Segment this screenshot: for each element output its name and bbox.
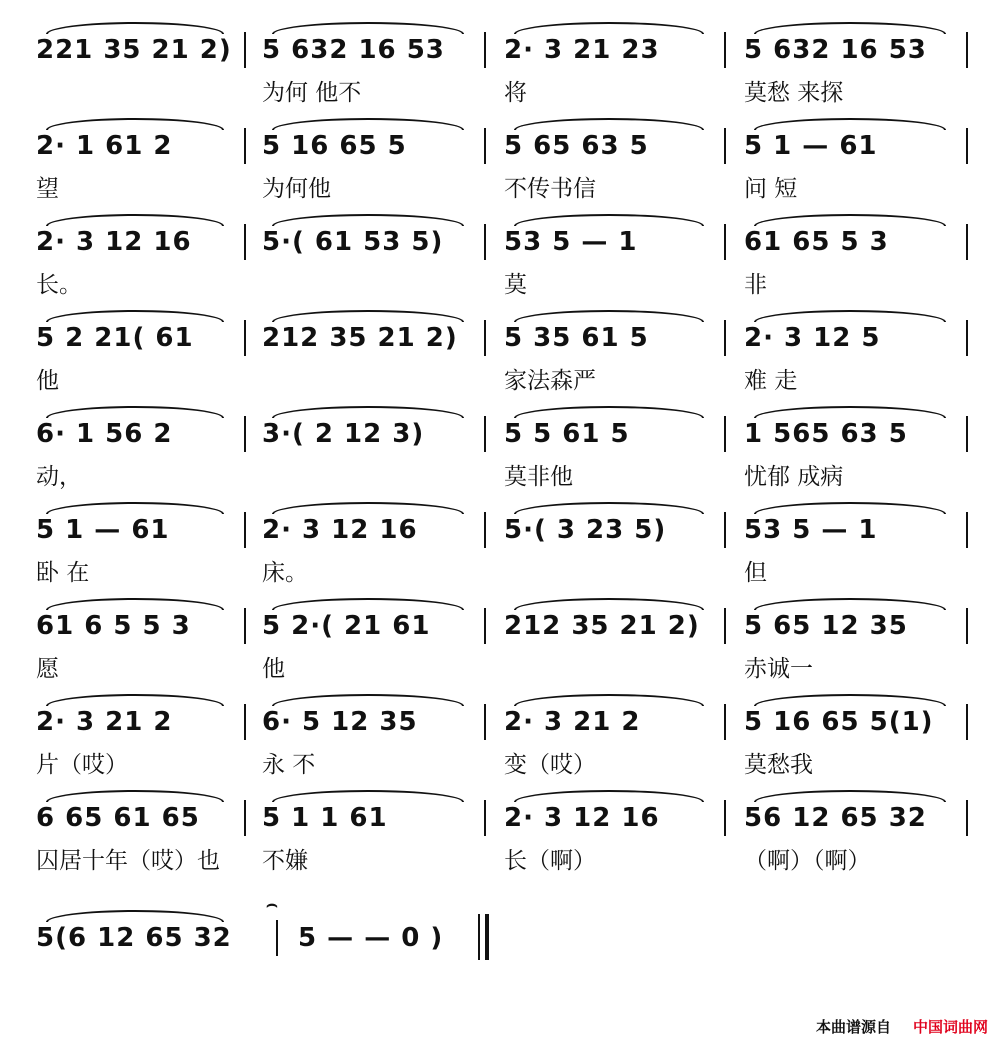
barline <box>484 416 486 452</box>
lyric-text: 赤诚一 <box>744 656 813 682</box>
barline <box>484 32 486 68</box>
measure-notation: 5 1 1 61 <box>262 803 388 833</box>
lyric-text: 难 走 <box>744 368 798 394</box>
barline <box>966 704 968 740</box>
barline <box>244 128 246 164</box>
slur-mark <box>514 598 704 610</box>
measure-notation: 5 1 — 61 <box>36 515 170 545</box>
barline <box>966 224 968 260</box>
slur-mark <box>46 694 224 706</box>
lyric-text: 莫愁我 <box>744 752 813 778</box>
barline <box>484 128 486 164</box>
lyric-text: 长。 <box>36 272 82 298</box>
measure-notation: 2· 3 12 16 <box>504 803 660 833</box>
lyric-text: 忧郁 成病 <box>744 464 844 490</box>
slur-mark <box>46 22 224 34</box>
measure-notation: 5·( 61 53 5) <box>262 227 444 257</box>
measure-notation: 5 — — 0 ) <box>298 923 444 953</box>
slur-mark <box>754 214 946 226</box>
barline <box>484 224 486 260</box>
measure-notation: 5 5 61 5 <box>504 419 630 449</box>
lyric-text: 不传书信 <box>504 176 596 202</box>
barline <box>966 32 968 68</box>
barline <box>244 224 246 260</box>
source-attribution <box>816 1016 988 1037</box>
barline <box>484 704 486 740</box>
measure-notation: 6· 1 56 2 <box>36 419 173 449</box>
lyric-text: 囚居十年（哎）也 <box>36 848 220 874</box>
notation-row <box>0 606 1000 646</box>
notation-row <box>0 318 1000 358</box>
barline <box>724 224 726 260</box>
barline <box>724 32 726 68</box>
lyrics-row <box>0 966 1000 996</box>
lyric-text: 莫愁 来探 <box>744 80 844 106</box>
slur-mark <box>754 502 946 514</box>
slur-mark <box>754 118 946 130</box>
slur-mark <box>754 790 946 802</box>
measure-notation: 5 65 12 35 <box>744 611 908 641</box>
slur-mark <box>46 790 224 802</box>
slur-mark <box>46 214 224 226</box>
measure-notation: 5·( 3 23 5) <box>504 515 667 545</box>
slur-mark <box>272 118 464 130</box>
slur-mark <box>514 118 704 130</box>
barline <box>484 608 486 644</box>
slur-mark <box>754 694 946 706</box>
slur-mark <box>46 502 224 514</box>
measure-notation: 56 12 65 32 <box>744 803 927 833</box>
lyric-text: 他 <box>36 368 59 394</box>
lyric-text: 家法森严 <box>504 368 596 394</box>
site-label: 中国词曲网 <box>912 1018 988 1036</box>
lyric-text: 片（哎） <box>36 752 128 778</box>
barline <box>244 704 246 740</box>
lyric-text: （啊）（啊） <box>744 848 871 874</box>
slur-mark <box>272 214 464 226</box>
slur-mark <box>514 22 704 34</box>
lyric-text: 望 <box>36 176 59 202</box>
measure-notation: 53 5 — 1 <box>744 515 878 545</box>
lyric-text: 愿 <box>36 656 59 682</box>
notation-row <box>0 30 1000 70</box>
barline <box>244 32 246 68</box>
barline <box>244 608 246 644</box>
lyrics-row <box>0 78 1000 108</box>
barline <box>724 320 726 356</box>
lyrics-row <box>0 654 1000 684</box>
slur-mark <box>272 406 464 418</box>
barline <box>966 320 968 356</box>
measure-notation: 2· 3 21 2 <box>36 707 173 737</box>
measure-notation: 5(6 12 65 32 <box>36 923 232 953</box>
barline <box>276 920 278 956</box>
measure-notation: 5 2·( 21 61 <box>262 611 431 641</box>
slur-mark <box>272 598 464 610</box>
barline <box>724 704 726 740</box>
notation-row <box>0 510 1000 550</box>
measure-notation: 61 65 5 3 <box>744 227 889 257</box>
source-label: 本曲谱源自 <box>815 1018 891 1036</box>
lyric-text: 莫 <box>504 272 527 298</box>
barline <box>244 512 246 548</box>
notation-row <box>0 894 1000 958</box>
notation-row <box>0 414 1000 454</box>
slur-mark <box>514 310 704 322</box>
lyric-text: 莫非他 <box>504 464 573 490</box>
measure-notation: 221 35 21 2) <box>36 35 232 65</box>
barline <box>484 800 486 836</box>
lyric-text: 不嫌 <box>262 848 308 874</box>
measure-notation: 5 1 — 61 <box>744 131 878 161</box>
barline <box>966 512 968 548</box>
lyrics-row <box>0 846 1000 876</box>
slur-mark <box>46 598 224 610</box>
barline <box>724 512 726 548</box>
final-barline-thin <box>478 914 480 960</box>
fermata-icon: ⌢ <box>266 894 278 915</box>
barline <box>724 128 726 164</box>
slur-mark <box>272 694 464 706</box>
measure-notation: 2· 3 12 16 <box>262 515 418 545</box>
slur-mark <box>514 790 704 802</box>
final-barline-thick <box>485 914 489 960</box>
slur-mark <box>46 310 224 322</box>
lyric-text: 床。 <box>262 560 308 586</box>
slur-mark <box>514 694 704 706</box>
lyric-text: 将 <box>504 80 527 106</box>
lyric-text: 为何 他不 <box>262 80 362 106</box>
measure-notation: 2· 3 21 2 <box>504 707 641 737</box>
barline <box>966 800 968 836</box>
measure-notation: 5 35 61 5 <box>504 323 649 353</box>
slur-mark <box>46 406 224 418</box>
lyric-text: 卧 在 <box>36 560 90 586</box>
slur-mark <box>514 406 704 418</box>
measure-notation: 5 16 65 5(1) <box>744 707 934 737</box>
barline <box>244 800 246 836</box>
barline <box>966 608 968 644</box>
measure-notation: 5 65 63 5 <box>504 131 649 161</box>
measure-notation: 2· 3 21 23 <box>504 35 660 65</box>
lyrics-row <box>0 750 1000 780</box>
slur-mark <box>754 406 946 418</box>
slur-mark <box>754 310 946 322</box>
measure-notation: 53 5 — 1 <box>504 227 638 257</box>
lyrics-row <box>0 366 1000 396</box>
measure-notation: 5 2 21( 61 <box>36 323 194 353</box>
measure-notation: 5 632 16 53 <box>744 35 927 65</box>
barline <box>244 320 246 356</box>
lyric-text: 非 <box>744 272 767 298</box>
slur-mark <box>46 118 224 130</box>
measure-notation: 1 565 63 5 <box>744 419 908 449</box>
notation-row <box>0 798 1000 838</box>
measure-notation: 2· 3 12 16 <box>36 227 192 257</box>
lyric-text: 永 不 <box>262 752 316 778</box>
barline <box>724 416 726 452</box>
slur-mark <box>272 22 464 34</box>
measure-notation: 6 65 61 65 <box>36 803 200 833</box>
barline <box>484 512 486 548</box>
measure-notation: 5 632 16 53 <box>262 35 445 65</box>
lyric-text: 为何他 <box>262 176 331 202</box>
measure-notation: 61 6 5 5 3 <box>36 611 191 641</box>
slur-mark <box>514 502 704 514</box>
measure-notation: 2· 1 61 2 <box>36 131 173 161</box>
notation-row <box>0 126 1000 166</box>
slur-mark <box>272 310 464 322</box>
barline <box>724 608 726 644</box>
lyric-text: 动， <box>36 464 82 490</box>
lyric-text: 但 <box>744 560 767 586</box>
slur-mark <box>514 214 704 226</box>
lyric-text: 问 短 <box>744 176 798 202</box>
slur-mark <box>272 790 464 802</box>
barline <box>966 416 968 452</box>
lyric-text: 变（哎） <box>504 752 596 778</box>
slur-mark <box>272 502 464 514</box>
lyric-text: 他 <box>262 656 285 682</box>
lyrics-row <box>0 558 1000 588</box>
lyric-text: 长（啊） <box>504 848 596 874</box>
notation-row <box>0 702 1000 742</box>
measure-notation: 5 16 65 5 <box>262 131 407 161</box>
measure-notation: 2· 3 12 5 <box>744 323 881 353</box>
slur-mark <box>754 22 946 34</box>
slur-mark <box>46 910 224 922</box>
lyrics-row <box>0 462 1000 492</box>
barline <box>966 128 968 164</box>
lyrics-row <box>0 174 1000 204</box>
barline <box>724 800 726 836</box>
measure-notation: 212 35 21 2) <box>262 323 458 353</box>
measure-notation: 212 35 21 2) <box>504 611 700 641</box>
barline <box>484 320 486 356</box>
slur-mark <box>754 598 946 610</box>
measure-notation: 6· 5 12 35 <box>262 707 418 737</box>
notation-row <box>0 222 1000 262</box>
barline <box>244 416 246 452</box>
measure-notation: 3·( 2 12 3) <box>262 419 425 449</box>
lyrics-row <box>0 270 1000 300</box>
